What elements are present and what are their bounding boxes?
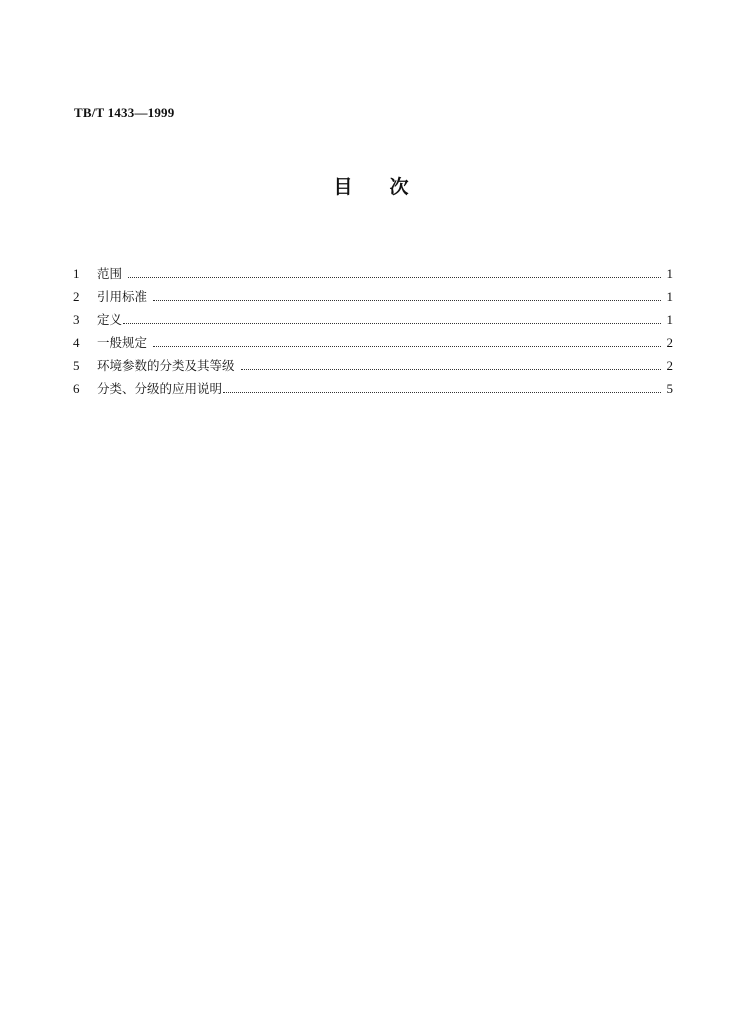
toc-entry-page: 1 [666,266,673,281]
toc-entry-definitions[interactable] [73,308,673,331]
dot-leader [241,369,661,370]
dot-leader [128,277,661,278]
toc-entry-number: 1 [73,266,80,281]
table-of-contents [73,262,673,400]
dot-leader [153,346,661,347]
dot-leader [153,300,661,301]
toc-entry-label: 定义 [97,312,123,327]
toc-entry-number: 5 [73,358,80,373]
toc-entry-label: 一般规定 [97,335,148,350]
toc-entry-application-notes[interactable] [73,377,673,400]
toc-entry-number: 6 [73,381,80,396]
toc-entry-number: 4 [73,335,80,350]
toc-entry-label: 环境参数的分类及其等级 [97,358,235,373]
toc-entry-label: 范围 [97,266,123,281]
dot-leader [123,323,661,324]
toc-entry-scope[interactable] [73,262,673,285]
dot-leader [223,392,661,393]
page-title: 目次 [333,176,446,198]
toc-entry-normative-references[interactable] [73,285,673,308]
toc-entry-page: 5 [666,381,673,396]
toc-entry-classification[interactable] [73,354,673,377]
toc-entry-label: 引用标准 [97,289,148,304]
toc-entry-page: 2 [666,335,673,350]
toc-entry-general-provisions[interactable] [73,331,673,354]
toc-entry-page: 1 [666,289,673,304]
toc-entry-page: 1 [666,312,673,327]
standard-code: TB/T 1433—1999 [74,105,175,120]
toc-entry-number: 2 [73,289,80,304]
toc-entry-label: 分类、分级的应用说明 [97,381,223,396]
toc-entry-number: 3 [73,312,80,327]
toc-entry-page: 2 [666,358,673,373]
